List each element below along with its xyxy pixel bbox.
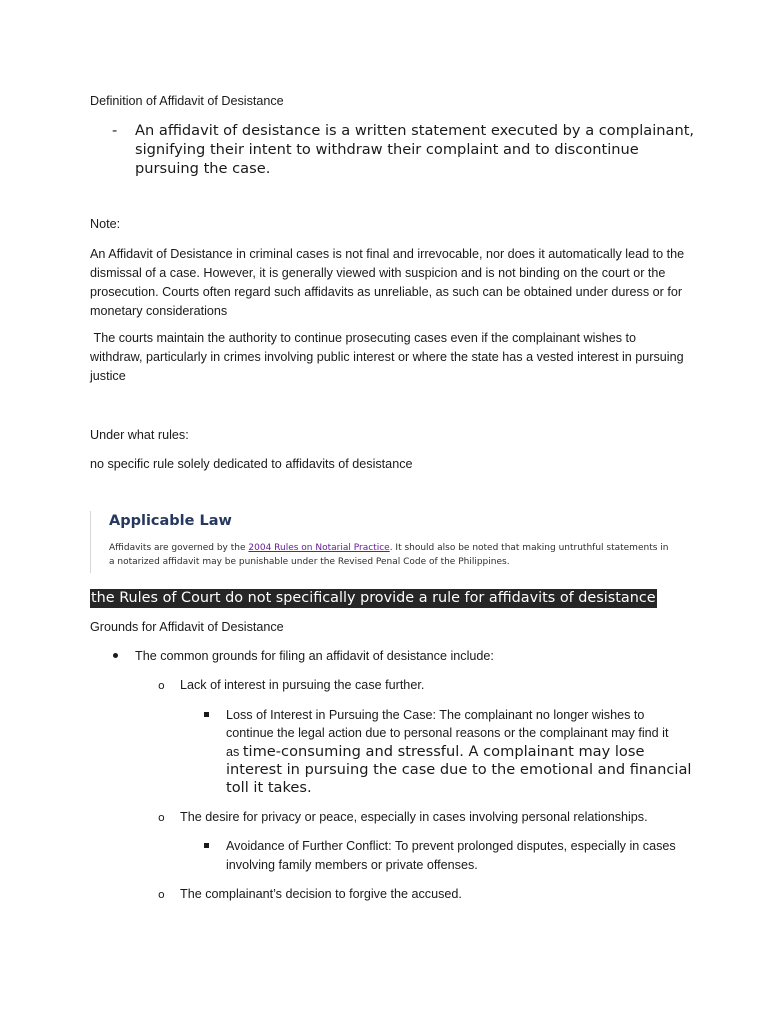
grounds-heading: Grounds for Affidavit of Desistance	[90, 620, 284, 634]
note-paragraph-2: The courts maintain the authority to continue prosecuting cases even if the complainant wishes to withdraw, particularly in crimes involving public interest or where the state has a vested interest in pursuing justice	[90, 331, 688, 383]
square-bullet-icon	[204, 843, 209, 848]
ground-1-detail-line-5: toll it takes.	[226, 779, 312, 796]
ground-1-detail-line-4: interest in pursuing the case due to the emotional and financial	[226, 761, 692, 778]
ground-1-detail-line-2: continue the legal action due to personal reasons or the complainant may find it	[226, 726, 669, 740]
note-paragraph-1: An Affidavit of Desistance in criminal cases is not final and irrevocable, nor does it automatically lead to the dismissal of a case. However, it is generally viewed with suspicion and is not binding on the court or the prosecution. Courts often regard such affidavits as unreliable, as such can be obtained under duress or for monetary considerations	[90, 247, 685, 318]
definition-text: An affidavit of desistance is a written statement executed by a complainant, signifying their intent to withdraw their complaint and to discontinue pursuing the case.	[135, 122, 695, 177]
grounds-intro: The common grounds for filing an affidavit of desistance include:	[135, 649, 494, 663]
definition-heading: Definition of Affidavit of Desistance	[90, 94, 284, 108]
rules-label: Under what rules:	[90, 428, 189, 442]
ground-2-detail: Avoidance of Further Conflict: To prevent prolonged disputes, especially in cases involving family members or private offenses.	[226, 839, 676, 872]
circle-bullet-icon: o	[158, 679, 165, 692]
applicable-law-body	[109, 542, 669, 569]
applicable-law-text-after: . It should also be noted that making untruthful statements in a notarized affidavit may be punishable under the Revised Penal Code of the Philippines.	[109, 543, 669, 567]
ground-1-detail-line-1: Loss of Interest in Pursuing the Case: The complainant no longer wishes to	[226, 708, 645, 722]
circle-bullet-icon: o	[158, 888, 165, 901]
rules-text: no specific rule solely dedicated to affidavits of desistance	[90, 457, 413, 471]
ground-1-detail-line-3-small: as	[226, 745, 243, 759]
bullet-dot-icon	[113, 653, 118, 658]
circle-bullet-icon: o	[158, 811, 165, 824]
highlighted-statement: the Rules of Court do not specifically provide a rule for affidavits of desistance	[91, 590, 656, 606]
ground-2: The desire for privacy or peace, especially in cases involving personal relationships.	[180, 810, 648, 824]
ground-3: The complainant’s decision to forgive the accused.	[180, 887, 462, 901]
note-label: Note:	[90, 217, 121, 231]
dash-marker: -	[112, 122, 118, 139]
ground-1-detail-line-3-big: time-consuming and stressful. A complainant may lose	[242, 743, 645, 760]
ground-1: Lack of interest in pursuing the case further.	[180, 678, 425, 692]
notarial-practice-link[interactable]: 2004 Rules on Notarial Practice	[248, 543, 390, 553]
square-bullet-icon	[204, 712, 209, 717]
applicable-law-text-before: Affidavits are governed by the	[109, 543, 249, 553]
applicable-law-excerpt	[90, 511, 691, 573]
applicable-law-title: Applicable Law	[109, 513, 232, 529]
ground-1-detail-line-3	[226, 742, 686, 762]
